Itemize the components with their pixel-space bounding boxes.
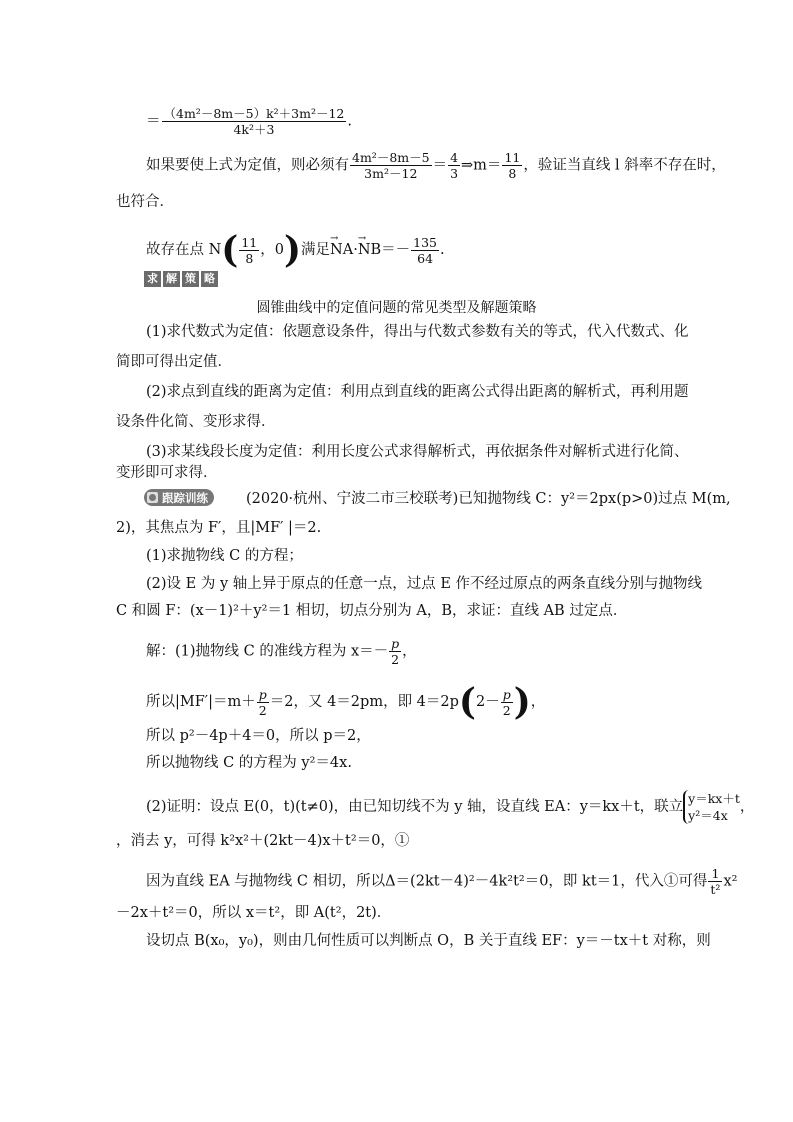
fraction: $\frac{p}{2}$: [258, 686, 267, 718]
strategy-3a: (3)求某线段长度为定值：利用长度公式求得解析式，再依据条件对解析式进行化简、: [146, 444, 689, 460]
practice-badge: 跟踪训练: [144, 489, 214, 506]
problem-line-1: (2020·杭州、宁波二市三校联考)已知抛物线 C：y²＝2px(p>0)过点 M(m,: [246, 491, 731, 507]
strategy-2b: 设条件化简、变形求得．: [116, 414, 276, 430]
solution-line-3: 所以 p²－4p＋4＝0，所以 p＝2，: [146, 728, 371, 744]
equation-system: y＝kx＋t y²＝4x: [683, 790, 740, 824]
fraction: $\frac{\text{4m²－8m－5}}{\text{3m²－12}}$: [352, 150, 430, 181]
fraction: $\frac{11}{8}$: [241, 234, 258, 266]
proof-line-3: 因为直线 EA 与抛物线 C 相切，所以Δ＝(2kt－4)²－4k²t²＝0，即 kt＝1，代入①可得 $\frac{1}{\text{t²}}$ x²: [146, 866, 738, 897]
vector-nb: → NB: [358, 240, 381, 260]
fraction: $\frac{p}{2}$: [502, 686, 511, 718]
section-heading: 圆锥曲线中的定值问题的常见类型及解题策略: [256, 300, 537, 316]
strategy-2a: (2)求点到直线的距离为定值：利用点到直线的距离公式得出距离的解析式，再利用题: [146, 384, 689, 400]
problem-line-2: 2)，其焦点为 F′，且|MF′ |＝2.: [116, 520, 322, 536]
fraction: $\frac{\text{（4m²－8m－5）k²＋3m²－12}}{\text{4k²＋3}}$: [163, 106, 345, 137]
condition-line: 如果要使上式为定值，则必须有 $\frac{\text{4m²－8m－5}}{\text{3m²－12}}$ ＝ $\frac{4}{3}$ ⇒m＝ $\frac{11}{8}$ ，验证当直线 l 斜率不存在时，: [146, 150, 726, 181]
solution-line-4: 所以抛物线 C 的方程为 y²＝4x.: [146, 755, 352, 771]
solution-line-1: 解：(1)抛物线 C 的准线方程为 x＝－ $\frac{p}{2}$ ，: [146, 636, 417, 667]
question-1: (1)求抛物线 C 的方程；: [146, 548, 303, 564]
question-2a: (2)设 E 为 y 轴上异于原点的任意一点，过点 E 作不经过原点的两条直线分别与抛物线: [146, 576, 703, 592]
solution-line-2: 所以|MF′|＝m＋ $\frac{p}{2}$ ＝2，又 4＝2pm，即 4＝2p(2－ $\frac{p}{2}$ )，: [146, 681, 546, 723]
target-icon: [147, 492, 158, 503]
fraction: $\frac{4}{3}$: [450, 150, 459, 181]
fraction: $\frac{11}{8}$: [504, 150, 521, 181]
fraction: $\frac{p}{2}$: [391, 636, 400, 667]
proof-line-5: 设切点 B(x₀，y₀)，则由几何性质可以判断点 O，B 关于直线 EF：y＝－tx＋t 对称，则: [146, 933, 711, 949]
question-2b: C 和圆 F：(x－1)²＋y²＝1 相切，切点分别为 A，B，求证：直线 AB 过定点．: [116, 603, 628, 619]
fraction: $\frac{135}{64}$: [413, 234, 438, 266]
proof-line-2: ，消去 y，可得 k²x²＋(2kt－4)x＋t²＝0，①: [116, 833, 410, 849]
equals-sign: ＝: [146, 113, 161, 130]
section-tag: 求 解 策 略: [144, 271, 218, 287]
strategy-3b: 变形即可求得．: [116, 465, 218, 481]
strategy-1a: (1)求代数式为定值：依题意设条件，得出与代数式参数有关的等式，代入代数式、化: [146, 324, 689, 340]
equation-line-1: ＝ $\frac{\text{（4m²－8m－5）k²＋3m²－12}}{\text{4k²＋3}}$ .: [146, 106, 352, 137]
proof-line-4: －2x＋t²＝0，所以 x＝t²，即 A(t²，2t)．: [116, 905, 392, 921]
text-line: 也符合．: [116, 194, 174, 210]
proof-line-1: (2)证明：设点 E(0，t)(t≠0)，由已知切线不为 y 轴，设直线 EA：y＝kx＋t，联立 y＝kx＋t y²＝4x ，: [146, 791, 755, 823]
vector-na: → NA: [330, 240, 353, 260]
strategy-1b: 简即可得出定值．: [116, 354, 232, 370]
conclusion-line: 故存在点 N( $\frac{11}{8}$ ，0)满足→ NA·→ NB＝－ $\frac{135}{64}$ .: [146, 232, 445, 268]
fraction: $\frac{1}{\text{t²}}$: [710, 866, 721, 897]
